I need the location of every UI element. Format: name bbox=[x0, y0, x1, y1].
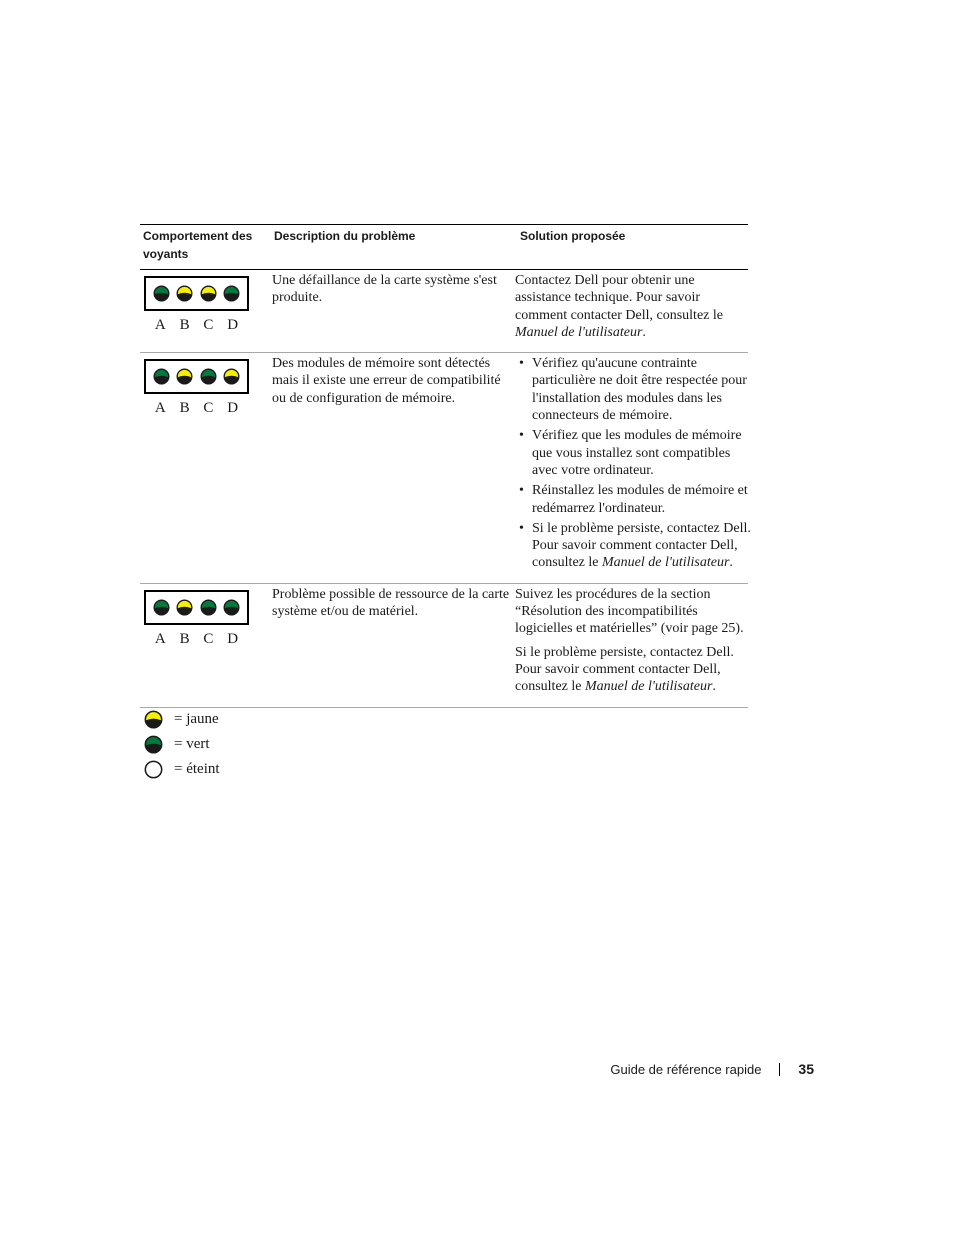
led-pattern-cell bbox=[140, 353, 272, 583]
legend-item-off bbox=[144, 757, 220, 782]
led-label-a: A bbox=[154, 317, 166, 333]
yellow-led-icon bbox=[144, 710, 174, 729]
led-labels bbox=[144, 399, 249, 417]
green-led-icon bbox=[223, 599, 240, 616]
led-label-d: D bbox=[227, 400, 239, 417]
table-row bbox=[140, 584, 748, 708]
solution-bullet bbox=[515, 520, 752, 572]
proposed-solution bbox=[515, 270, 752, 352]
led-label-a: A bbox=[154, 400, 166, 417]
legend-label: = vert bbox=[174, 736, 210, 752]
led-labels bbox=[144, 630, 249, 648]
solution-paragraph: Suivez les procédures de la section “Résolution des incompatibilités logicielles et matérielles” (voir page 25). bbox=[515, 586, 744, 637]
led-pattern-cell bbox=[140, 584, 272, 707]
solution-paragraph bbox=[515, 272, 752, 341]
yellow-led-icon bbox=[200, 285, 217, 302]
header-led-behavior: Comportement des voyants bbox=[143, 229, 253, 261]
led-label-c: C bbox=[203, 400, 214, 417]
led-color-legend bbox=[144, 707, 220, 782]
led-label-b: B bbox=[179, 630, 190, 647]
yellow-led-icon bbox=[176, 599, 193, 616]
green-led-icon bbox=[223, 285, 240, 302]
green-led-icon bbox=[153, 368, 170, 385]
header-problem-description: Description du problème bbox=[274, 229, 416, 243]
green-led-icon bbox=[200, 599, 217, 616]
solution-text: Contactez Dell pour obtenir une assistance technique. Pour savoir comment contacter Dell, consultez le bbox=[515, 273, 723, 323]
green-led-icon bbox=[144, 735, 174, 754]
legend-item-green bbox=[144, 732, 220, 757]
legend-item-yellow bbox=[144, 707, 220, 732]
led-label-b: B bbox=[179, 400, 190, 417]
proposed-solution bbox=[515, 353, 752, 583]
table-row bbox=[140, 353, 751, 584]
problem-description: Des modules de mémoire sont détectés mais il existe une erreur de compatibilité ou de configuration de mémoire. bbox=[272, 356, 501, 406]
led-pattern-cell bbox=[140, 270, 272, 352]
led-pattern-box bbox=[144, 276, 249, 311]
green-led-icon bbox=[153, 285, 170, 302]
solution-bullet: • Réinstallez les modules de mémoire et redémarrez l'ordinateur. bbox=[515, 482, 752, 517]
solution-bullet: • Vérifiez que les modules de mémoire que vous installez sont compatibles avec votre ordinateur. bbox=[515, 427, 752, 479]
table-row bbox=[140, 270, 748, 353]
manual-title: Manuel de l'utilisateur bbox=[601, 555, 730, 571]
yellow-led-icon bbox=[176, 285, 193, 302]
off-led-icon bbox=[144, 760, 163, 779]
solution-end: . bbox=[729, 555, 733, 571]
led-pattern-box bbox=[144, 359, 249, 394]
green-led-icon bbox=[144, 735, 163, 754]
proposed-solution bbox=[515, 584, 752, 707]
solution-end: . bbox=[642, 324, 646, 340]
solution-paragraph bbox=[515, 644, 752, 696]
table-header-row bbox=[140, 225, 748, 270]
led-label-c: C bbox=[203, 317, 214, 333]
green-led-icon bbox=[153, 599, 170, 616]
led-label-b: B bbox=[179, 317, 190, 333]
footer-separator bbox=[779, 1063, 780, 1076]
led-label-c: C bbox=[203, 630, 214, 647]
green-led-icon bbox=[200, 368, 217, 385]
yellow-led-icon bbox=[176, 368, 193, 385]
led-label-a: A bbox=[154, 630, 166, 647]
problem-description: Problème possible de ressource de la carte système et/ou de matériel. bbox=[272, 586, 510, 620]
led-label-d: D bbox=[227, 630, 239, 647]
led-pattern-box bbox=[144, 590, 249, 625]
legend-label: = éteint bbox=[174, 761, 220, 777]
led-label-d: D bbox=[227, 317, 239, 333]
footer-title: Guide de référence rapide bbox=[610, 1061, 762, 1077]
manual-title: Manuel de l'utilisateur bbox=[584, 679, 713, 695]
yellow-led-icon bbox=[144, 710, 163, 729]
off-led-icon bbox=[144, 760, 174, 779]
page-number: 35 bbox=[798, 1061, 814, 1077]
solution-end: . bbox=[712, 679, 716, 695]
solution-text: Si le problème persiste, contactez Dell. Pour savoir comment contacter Dell, consultez le bbox=[532, 520, 751, 571]
yellow-led-icon bbox=[223, 368, 240, 385]
solution-text: Si le problème persiste, contactez Dell. Pour savoir comment contacter Dell, consultez le bbox=[515, 644, 734, 695]
page-footer bbox=[610, 1061, 814, 1077]
led-labels bbox=[144, 316, 249, 334]
problem-description: Une défaillance de la carte système s'est produite. bbox=[272, 273, 497, 306]
solution-bullet: • Vérifiez qu'aucune contrainte particulière ne doit être respectée pour l'installation des modules dans les connecteurs de mémoire. bbox=[515, 355, 752, 424]
header-proposed-solution: Solution proposée bbox=[520, 229, 626, 243]
led-diagnostic-table bbox=[140, 224, 751, 708]
solution-bullet-list bbox=[515, 355, 752, 572]
legend-label: = jaune bbox=[174, 711, 219, 727]
manual-title: Manuel de l'utilisateur bbox=[515, 324, 643, 340]
